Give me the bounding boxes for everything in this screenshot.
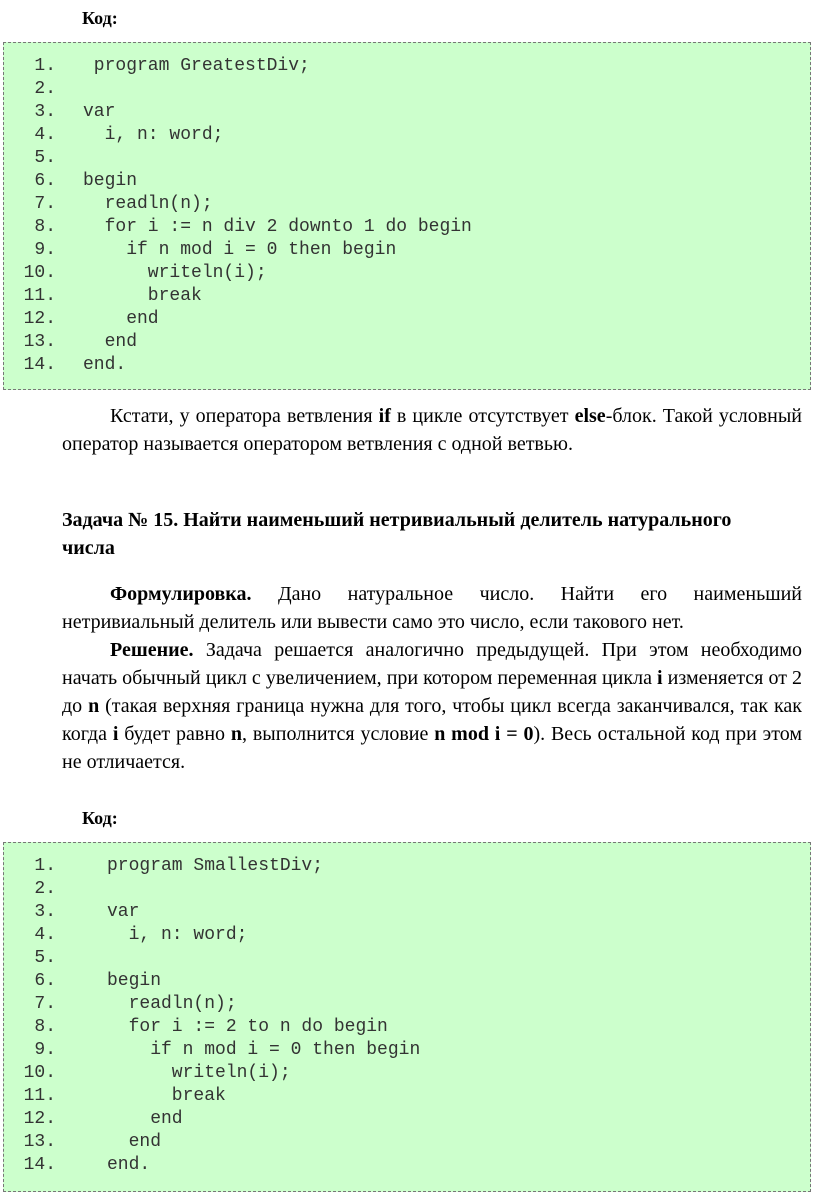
line-number: 5.	[34, 948, 56, 968]
line-number: 5.	[34, 148, 56, 168]
code-text: begin	[107, 971, 162, 991]
line-number: 2.	[34, 79, 56, 99]
note-text-2: в цикле отсутствует	[390, 405, 575, 427]
line-number: 13.	[23, 332, 56, 352]
task-heading: Задача № 15. Найти наименьший нетривиальный делитель натурального числа	[62, 509, 732, 559]
line-number: 3.	[34, 902, 56, 922]
code-label: Код:	[82, 8, 118, 28]
code-text: var	[83, 102, 116, 122]
code-text: end.	[83, 355, 127, 375]
note-text-3: -блок. Такой условный оператор называется оператором ветвления с одной ветвью.	[62, 405, 802, 455]
code-text: end	[83, 309, 159, 329]
code-text: i, n: word;	[83, 125, 224, 145]
code-text: for i := n div 2 downto 1 do begin	[83, 217, 472, 237]
formulation-text: Дано натуральное число. Найти его наименьший нетривиальный делитель или вывести само это число, если такового нет.	[62, 583, 802, 633]
note-text-1: Кстати, у оператора ветвления	[110, 405, 379, 427]
line-number: 11.	[23, 286, 56, 306]
line-number: 7.	[34, 994, 56, 1014]
line-number: 1.	[34, 56, 56, 76]
line-number: 10.	[23, 1063, 56, 1083]
line-number: 2.	[34, 879, 56, 899]
solution-condition: n mod i = 0	[434, 723, 534, 745]
code-text: end	[107, 1109, 183, 1129]
formulation-label: Формулировка.	[110, 583, 252, 605]
line-number: 8.	[34, 217, 56, 237]
code-text: break	[107, 1086, 226, 1106]
keyword-if: if	[378, 405, 391, 427]
code-text: writeln(i);	[83, 263, 267, 283]
solution-bold-n-1: n	[88, 695, 100, 717]
code-text: begin	[83, 171, 138, 191]
code-text: readln(n);	[107, 994, 237, 1014]
code-text: readln(n);	[83, 194, 213, 214]
code-text: break	[83, 286, 202, 306]
line-number: 9.	[34, 1040, 56, 1060]
line-number: 6.	[34, 171, 56, 191]
code-text: program SmallestDiv;	[107, 856, 324, 876]
solution-text-2: изменяется от 2 до	[62, 667, 803, 717]
solution-bold-i-2: i	[112, 723, 119, 745]
line-number: 12.	[23, 309, 56, 329]
code-text: writeln(i);	[107, 1063, 291, 1083]
solution-text-5: , выполнится условие	[242, 723, 435, 745]
note-paragraph	[62, 402, 802, 458]
line-number: 9.	[34, 240, 56, 260]
code-text: if n mod i = 0 then begin	[83, 240, 397, 260]
solution-text-6: ). Весь остальной код при этом не отличается.	[62, 723, 802, 773]
code-text: i, n: word;	[107, 925, 248, 945]
line-number: 7.	[34, 194, 56, 214]
solution-text-4: будет равно	[118, 723, 231, 745]
code-text: if n mod i = 0 then begin	[107, 1040, 421, 1060]
line-number: 11.	[23, 1086, 56, 1106]
solution-bold-i-1: i	[657, 667, 663, 689]
solution-bold-n-2: n	[230, 723, 243, 745]
code-text: for i := 2 to n do begin	[107, 1017, 388, 1037]
solution-text-3: (такая верхняя граница нужна для того, чтобы цикл всегда заканчивался, так как когда	[62, 695, 802, 745]
keyword-else: else	[574, 405, 606, 427]
code-block-greatest-div	[3, 42, 811, 390]
task-body	[62, 580, 802, 776]
line-number: 10.	[23, 263, 56, 283]
line-number: 4.	[34, 925, 56, 945]
line-number: 1.	[34, 856, 56, 876]
line-number: 14.	[23, 355, 56, 375]
line-number: 8.	[34, 1017, 56, 1037]
line-number: 14.	[23, 1155, 56, 1175]
solution-text-1: Задача решается аналогично предыдущей. При этом необходимо начать обычный цикл с увеличением, при котором переменная цикла	[62, 639, 802, 689]
line-number: 6.	[34, 971, 56, 991]
code-label: Код:	[82, 808, 118, 828]
line-number: 13.	[23, 1132, 56, 1152]
line-number: 3.	[34, 102, 56, 122]
solution-label: Решение.	[110, 639, 194, 661]
code-text: end	[83, 332, 138, 352]
line-number: 12.	[23, 1109, 56, 1129]
code-text: program GreatestDiv;	[83, 56, 310, 76]
code-text: var	[107, 902, 140, 922]
line-number: 4.	[34, 125, 56, 145]
code-text: end	[107, 1132, 162, 1152]
code-block-smallest-div	[3, 842, 811, 1192]
code-text: end.	[107, 1155, 151, 1175]
